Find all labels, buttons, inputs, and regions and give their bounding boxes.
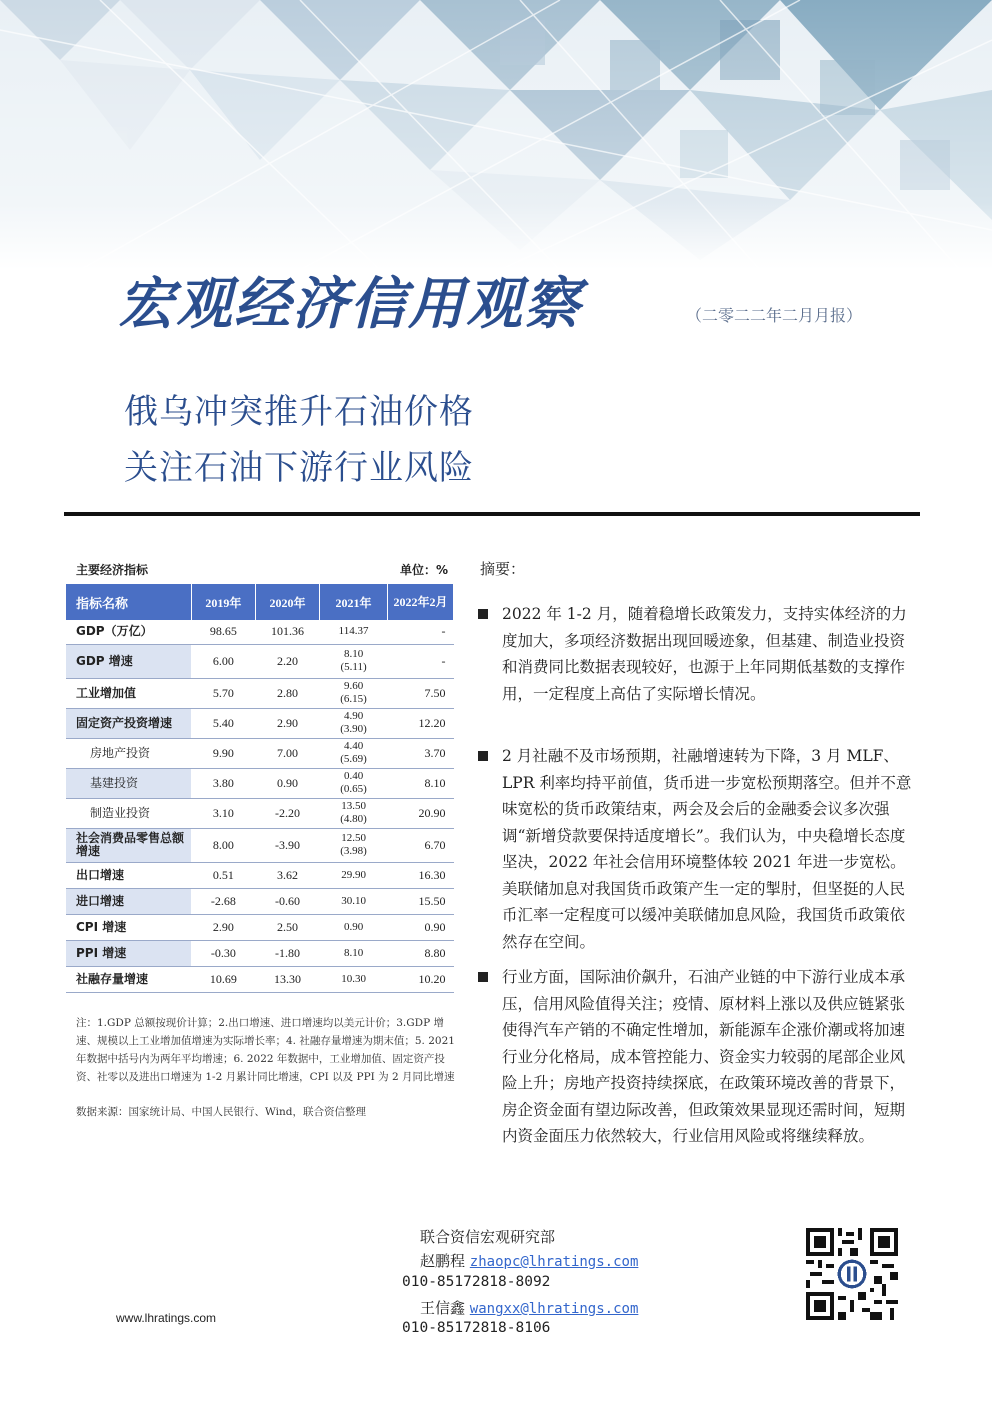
value-2020: 2.50 [255, 914, 319, 940]
bullet-square-icon [478, 609, 488, 619]
row-label: 房地产投资 [66, 738, 191, 768]
table-row [66, 828, 454, 862]
report-edition: （二零二二年二月月报） [686, 306, 863, 325]
value-2022: 8.10 [387, 768, 453, 798]
table-row [66, 644, 454, 678]
abstract-text: 2022 年 1-2 月，随着稳增长政策发力，支持实体经济的力度加大，多项经济数据出现回暖迹象，但基建、制造业投资和消费同比数据表现较好，也源于上年同期低基数的支撑作用，一定程度上高估了实际增长情况。 [502, 605, 907, 703]
value-2021-main: 12.50 [341, 832, 366, 844]
row-label: 社融存量增速 [66, 966, 191, 992]
abstract-point-3 [478, 964, 918, 1150]
value-2019: 0.51 [191, 862, 255, 888]
value-2019: 5.70 [191, 678, 255, 708]
value-2019: 2.90 [191, 914, 255, 940]
value-2021-main: 13.50 [341, 800, 366, 812]
value-2021-main: 10.30 [341, 972, 366, 985]
contact-name: 王信鑫 [420, 1299, 466, 1317]
value-2020: 2.90 [255, 708, 319, 738]
value-2021-two-year-avg: (6.15) [340, 693, 367, 705]
table-unit: 单位：% [399, 563, 448, 577]
value-2021-main: 4.90 [343, 710, 364, 722]
value-2021-main: 0.90 [343, 920, 364, 933]
value-2021 [320, 888, 388, 914]
table-row [66, 620, 454, 644]
bullet-square-icon [478, 751, 488, 761]
col-header-name: 指标名称 [66, 584, 191, 620]
abstract-point-2 [478, 743, 918, 955]
row-label: CPI 增速 [66, 914, 191, 940]
value-2021 [320, 914, 388, 940]
value-2020: -0.60 [255, 888, 319, 914]
email-link-1[interactable]: zhaopc@lhratings.com [469, 1254, 639, 1270]
table-source: 数据来源：国家统计局、中国人民银行、Wind，联合资信整理 [76, 1106, 366, 1118]
value-2020: -3.90 [255, 828, 319, 862]
value-2020: 0.90 [255, 768, 319, 798]
phone-2: 010-85172818-8106 [402, 1320, 551, 1336]
table-row [66, 678, 454, 708]
value-2021-two-year-avg: (5.69) [340, 753, 367, 765]
website-link[interactable]: www.lhratings.com [116, 1311, 217, 1325]
value-2019: 5.40 [191, 708, 255, 738]
contact-person-1 [420, 1250, 638, 1271]
value-2021-main: 30.10 [341, 894, 366, 907]
value-2019: 3.80 [191, 768, 255, 798]
value-2020: -1.80 [255, 940, 319, 966]
value-2019: -0.30 [191, 940, 255, 966]
value-2022: 12.20 [387, 708, 453, 738]
value-2021-main: 29.90 [341, 868, 366, 881]
value-2019: 10.69 [191, 966, 255, 992]
value-2019: -2.68 [191, 888, 255, 914]
phone-1: 010-85172818-8092 [402, 1274, 551, 1290]
divider [64, 512, 920, 516]
table-row [66, 738, 454, 768]
abstract-text: 2 月社融不及市场预期，社融增速转为下降，3 月 MLF、LPR 利率均持平前值，货币进一步宽松预期落空。但并不意味宽松的货币政策结束，两会及会后的金融委会议多次强调“新增贷款要保持适度增长”。我们认为，中央稳增长态度坚决，2022 年社会信用环境整体较 2021 年进一步宽松。美联储加息对我国货币政策产生一定的掣肘，但坚挺的人民币汇率一定程度可以缓冲美联储加息风险，我国货币政策依然存在空间。 [502, 747, 912, 951]
value-2021 [320, 862, 388, 888]
row-label: GDP（万亿） [66, 620, 191, 644]
row-label: 进口增速 [66, 888, 191, 914]
value-2021-main: 8.10 [343, 946, 364, 959]
value-2021 [320, 798, 388, 828]
contact-person-2 [420, 1297, 638, 1318]
col-header-2021: 2021年 [320, 584, 388, 620]
row-label: 制造业投资 [66, 798, 191, 828]
value-2021 [320, 738, 388, 768]
value-2020: 3.62 [255, 862, 319, 888]
bullet-square-icon [478, 972, 488, 982]
abstract-text: 行业方面，国际油价飙升，石油产业链的中下游行业成本承压，信用风险值得关注；疫情、原材料上涨以及供应链紧张使得汽车产销的不确定性增加，新能源车企涨价潮或将加速行业分化格局，成本管控能力、资金实力较弱的尾部企业风险上升；房地产投资持续探底，在政策环境改善的背景下，房企资金面有望边际改善，但政策效果显现还需时间，短期内资金面压力依然较大，行业信用风险或将继续释放。 [502, 968, 906, 1145]
value-2021 [320, 768, 388, 798]
col-header-2020: 2020年 [255, 584, 319, 620]
value-2019: 9.90 [191, 738, 255, 768]
table-row [66, 966, 454, 992]
value-2021-main: 8.10 [343, 648, 364, 660]
value-2019: 8.00 [191, 828, 255, 862]
row-label: PPI 增速 [66, 940, 191, 966]
value-2021 [320, 678, 388, 708]
value-2022: 6.70 [387, 828, 453, 862]
value-2021 [320, 828, 388, 862]
value-2021-two-year-avg: (3.90) [340, 723, 367, 735]
abstract-title: 摘要： [480, 560, 526, 578]
row-label: 出口增速 [66, 862, 191, 888]
report-title: 宏观经济信用观察 [118, 272, 582, 337]
value-2021-main: 0.40 [343, 770, 364, 782]
value-2019: 6.00 [191, 644, 255, 678]
value-2022: 10.20 [387, 966, 453, 992]
table-row [66, 914, 454, 940]
row-label: 基建投资 [66, 768, 191, 798]
table-row [66, 862, 454, 888]
table-caption-row [76, 561, 448, 578]
value-2019: 98.65 [191, 620, 255, 644]
table-row [66, 888, 454, 914]
value-2022: 0.90 [387, 914, 453, 940]
value-2022: 15.50 [387, 888, 453, 914]
table-notes: 注：1.GDP 总额按现价计算；2.出口增速、进口增速均以美元计价；3.GDP 增速、规模以上工业增加值增速为实际增长率；4. 社融存量增速为期末值；5. 2021 年数据中括号内为两年平均增速；6. 2022 年数据中，工业增加值、固定资产投资、社零以及进出口增速为 1-2 月累计同比增速，CPI 以及 PPI 为 2 月同比增速 [76, 1017, 455, 1083]
row-label: 社会消费品零售总额增速 [66, 828, 191, 862]
table-row [66, 940, 454, 966]
value-2020: -2.20 [255, 798, 319, 828]
row-label: GDP 增速 [66, 644, 191, 678]
value-2021 [320, 940, 388, 966]
value-2021 [320, 644, 388, 678]
value-2022: - [387, 620, 453, 644]
value-2022: 20.90 [387, 798, 453, 828]
value-2021-main: 4.40 [343, 740, 364, 752]
value-2022: 3.70 [387, 738, 453, 768]
value-2021-two-year-avg: (4.80) [340, 813, 367, 825]
value-2021 [320, 708, 388, 738]
value-2021-two-year-avg: (0.65) [340, 783, 367, 795]
col-header-2022: 2022年2月 [387, 584, 453, 620]
headline-line-1: 俄乌冲突推升石油价格 [124, 392, 474, 432]
headline-line-2: 关注石油下游行业风险 [124, 448, 474, 488]
email-link-2[interactable]: wangxx@lhratings.com [469, 1301, 639, 1317]
row-label: 固定资产投资增速 [66, 708, 191, 738]
value-2022: 7.50 [387, 678, 453, 708]
value-2021-main: 114.37 [338, 625, 369, 638]
table-row [66, 768, 454, 798]
row-label: 工业增加值 [66, 678, 191, 708]
header-banner [0, 0, 992, 270]
value-2021 [320, 620, 388, 644]
value-2020: 13.30 [255, 966, 319, 992]
value-2022: - [387, 644, 453, 678]
qr-code-icon [806, 1228, 898, 1320]
table-row [66, 798, 454, 828]
value-2021-main: 9.60 [343, 680, 364, 692]
value-2021-two-year-avg: (5.11) [340, 661, 367, 673]
value-2021 [320, 966, 388, 992]
table-row [66, 708, 454, 738]
value-2022: 16.30 [387, 862, 453, 888]
value-2020: 101.36 [255, 620, 319, 644]
value-2019: 3.10 [191, 798, 255, 828]
value-2021-two-year-avg: (3.98) [340, 845, 367, 857]
contact-name: 赵鹏程 [420, 1252, 466, 1270]
abstract-point-1 [478, 601, 918, 707]
value-2022: 8.80 [387, 940, 453, 966]
table-caption: 主要经济指标 [76, 563, 149, 577]
value-2020: 2.20 [255, 644, 319, 678]
value-2020: 7.00 [255, 738, 319, 768]
indicators-table [66, 584, 454, 993]
contact-dept: 联合资信宏观研究部 [420, 1228, 556, 1246]
col-header-2019: 2019年 [191, 584, 255, 620]
value-2020: 2.80 [255, 678, 319, 708]
